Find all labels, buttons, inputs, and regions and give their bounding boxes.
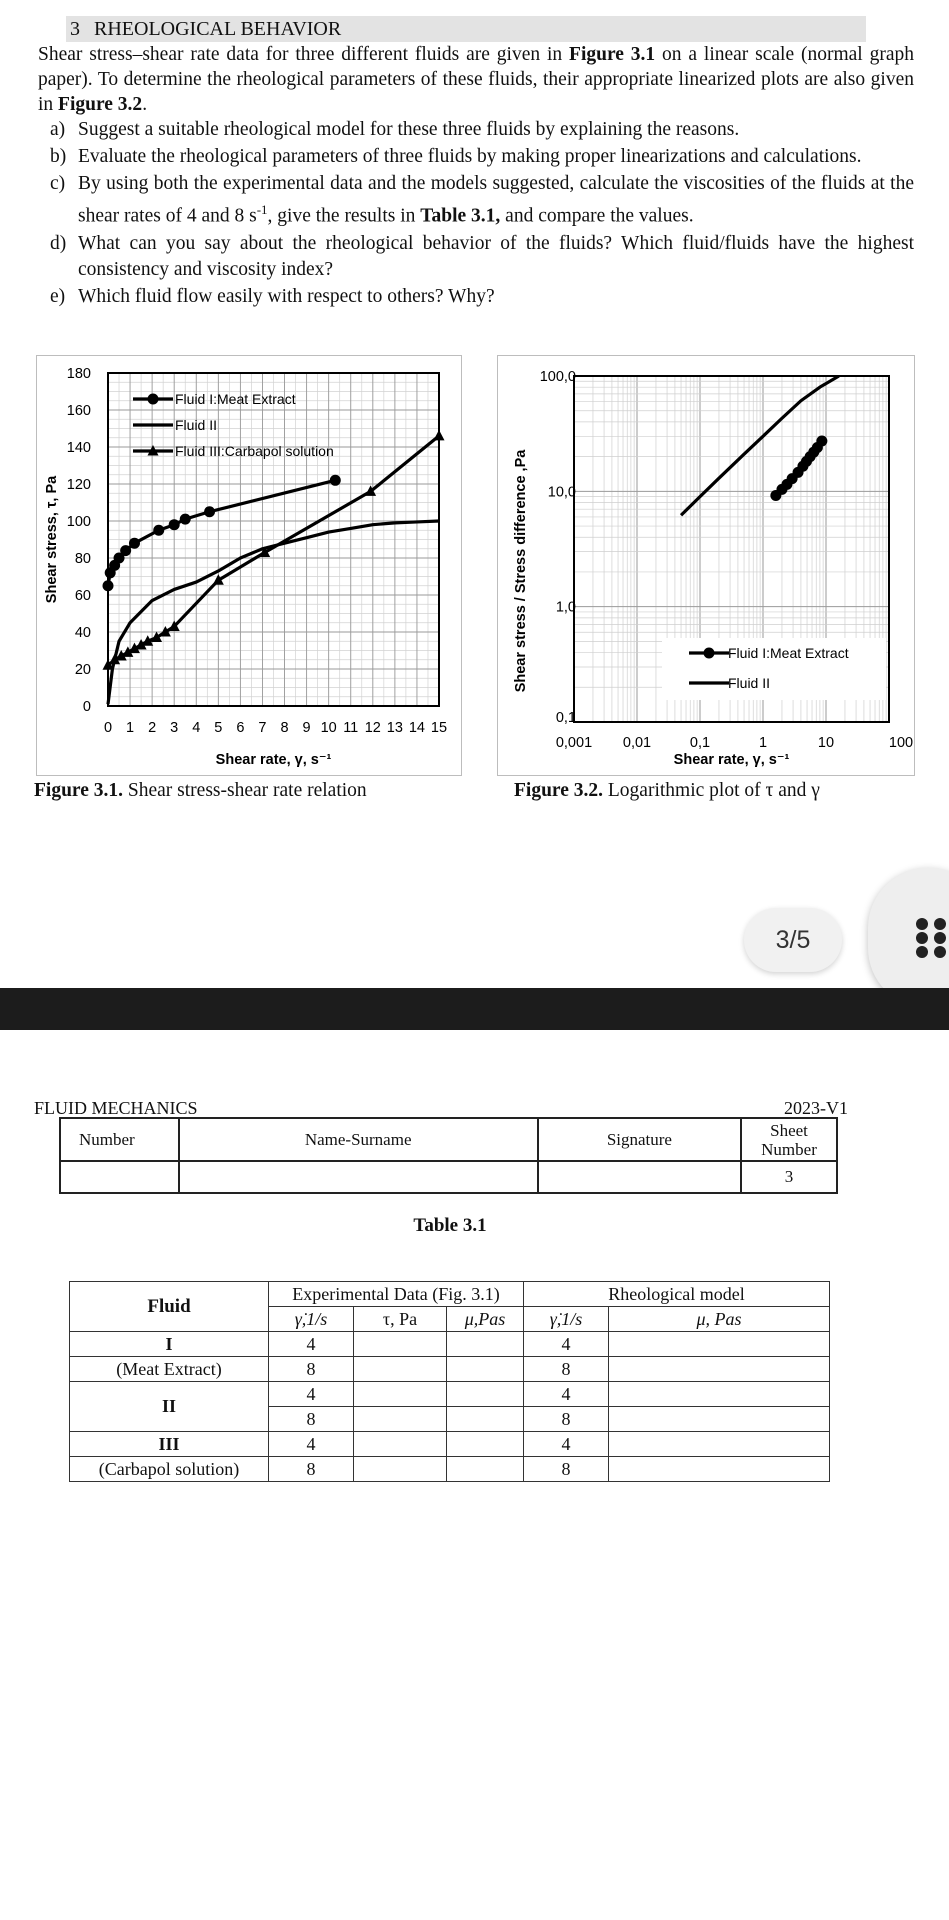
dots-icon: [916, 918, 928, 930]
mu-cell[interactable]: [609, 1407, 830, 1432]
mu-cell[interactable]: [609, 1457, 830, 1482]
caption-label: Figure 3.2.: [514, 780, 604, 801]
mu-cell[interactable]: [447, 1432, 524, 1457]
mu-cell[interactable]: [447, 1382, 524, 1407]
mu-cell[interactable]: [609, 1432, 830, 1457]
data-point: [103, 580, 114, 591]
rate-cell: 4: [524, 1382, 609, 1407]
y-axis-label: Shear stress / Stress difference ,Pa: [513, 449, 529, 693]
caption-label: Figure 3.1.: [34, 780, 124, 801]
data-point: [120, 545, 131, 556]
section-number: 3: [70, 18, 80, 40]
y-tick-label: 20: [74, 662, 91, 678]
rate-cell: 4: [269, 1332, 354, 1357]
question-text: , give the results in: [267, 205, 421, 227]
x-tick-label: 100: [888, 735, 913, 751]
rate-cell: 8: [524, 1457, 609, 1482]
data-point: [204, 506, 215, 517]
x-tick-label: 12: [364, 720, 381, 736]
question-a: [50, 117, 914, 143]
question-list: [50, 117, 914, 311]
student-info-table: [59, 1117, 838, 1194]
table-ref: Table 3.1,: [420, 205, 501, 227]
y-tick-label: 0,1: [555, 710, 576, 726]
intro-text-2: on a linear scale (normal graph paper). To determine the rheological parameters of these fluids, their appropriate linearized plots are also given in: [38, 44, 914, 115]
x-tick-label: 1: [126, 720, 135, 736]
table-3-1: [69, 1281, 830, 1482]
mu-subheader: μ,Pas: [447, 1307, 524, 1332]
dots-icon: [934, 918, 946, 930]
data-point: [180, 514, 191, 525]
y-tick-label: 100,0: [539, 369, 576, 385]
fluid-subname: (Carbapol solution): [70, 1457, 269, 1482]
x-tick-label: 15: [430, 720, 448, 736]
page-separator: [0, 988, 949, 1030]
legend-label: Fluid II: [728, 675, 771, 691]
x-tick-label: 1: [758, 735, 768, 751]
dots-icon: [934, 946, 946, 958]
number-header: Number: [60, 1118, 179, 1161]
name-header: Name-Surname: [179, 1118, 538, 1161]
intro-text-1: Shear stress–shear rate data for three different fluids are given in: [38, 44, 570, 65]
mu-cell[interactable]: [447, 1357, 524, 1382]
intro-text-3: .: [142, 94, 148, 115]
legend-label: Fluid I:Meat Extract: [728, 645, 849, 661]
y-tick-label: 180: [66, 366, 91, 382]
mu-cell[interactable]: [447, 1332, 524, 1357]
question-e: [50, 284, 914, 310]
x-tick-label: 8: [280, 720, 289, 736]
x-tick-label: 2: [148, 720, 157, 736]
dots-icon: [916, 932, 928, 944]
tau-cell[interactable]: [354, 1457, 447, 1482]
y-tick-label: 140: [66, 440, 91, 456]
tau-cell[interactable]: [354, 1382, 447, 1407]
y-axis-label: Shear stress, τ, Pa: [44, 475, 60, 604]
rate-cell: 8: [269, 1407, 354, 1432]
data-point: [816, 436, 827, 447]
data-point: [704, 648, 715, 659]
tau-cell[interactable]: [354, 1407, 447, 1432]
y-tick-label: 0: [82, 699, 91, 715]
x-tick-label: 6: [236, 720, 245, 736]
question-label: a): [50, 119, 66, 140]
question-label: d): [50, 232, 67, 254]
x-tick-label: 3: [170, 720, 179, 736]
data-point: [330, 475, 341, 486]
caption-text: Logarithmic plot of τ and γ: [603, 780, 820, 801]
tau-subheader: τ, Pa: [354, 1307, 447, 1332]
x-tick-label: 0: [103, 720, 113, 736]
dots-icon: [916, 946, 928, 958]
x-tick-label: 11: [343, 720, 359, 736]
rate-cell: 4: [269, 1382, 354, 1407]
tau-cell[interactable]: [354, 1332, 447, 1357]
x-tick-label: 0,01: [622, 735, 652, 751]
data-point: [153, 525, 164, 536]
x-tick-label: 0,1: [689, 735, 711, 751]
tau-cell[interactable]: [354, 1432, 447, 1457]
x-tick-label: 9: [302, 720, 311, 736]
x-tick-label: 14: [408, 720, 426, 736]
caption-text: Shear stress-shear rate relation: [123, 780, 367, 801]
intro-fig2-ref: Figure 3.2: [58, 94, 143, 115]
figure-3-1-chart: [36, 355, 460, 774]
intro-paragraph: [38, 42, 914, 117]
tau-cell[interactable]: [354, 1357, 447, 1382]
y-tick-label: 10,0: [547, 484, 576, 501]
data-point: [169, 519, 180, 530]
rate-subheader: γ̇,1/s: [524, 1307, 609, 1332]
x-tick-label: 10: [320, 720, 337, 736]
question-text: Which fluid flow easily with respect to others? Why?: [78, 285, 495, 307]
question-text: Suggest a suitable rheological model for these three fluids by explaining the reasons.: [78, 119, 740, 140]
x-axis-label: Shear rate, γ, s⁻¹: [673, 752, 790, 768]
question-text: and compare the values.: [500, 205, 694, 227]
fluid-name: I: [70, 1332, 269, 1357]
x-axis-label: Shear rate, γ, s⁻¹: [215, 752, 332, 768]
table-caption: Table 3.1: [413, 1215, 487, 1236]
question-c: [50, 171, 914, 230]
fluid-name: II: [70, 1382, 269, 1432]
question-b: [50, 144, 914, 170]
course-title: FLUID MECHANICS: [34, 1098, 198, 1118]
question-label: c): [50, 173, 66, 194]
mu-subheader: μ, Pas: [609, 1307, 830, 1332]
figure-3-2-caption: [514, 780, 820, 802]
y-tick-label: 160: [66, 403, 91, 419]
intro-fig1-ref: Figure 3.1: [569, 44, 656, 65]
y-tick-label: 120: [66, 477, 91, 493]
question-text: Evaluate the rheological parameters of three fluids by making proper linearizations and calculations.: [78, 146, 862, 167]
x-tick-label: 13: [386, 720, 403, 736]
number-cell[interactable]: [60, 1161, 179, 1193]
rate-cell: 4: [524, 1432, 609, 1457]
legend-label: Fluid III:Carbapol solution: [175, 443, 334, 459]
y-tick-label: 100: [66, 514, 91, 530]
mu-cell[interactable]: [609, 1382, 830, 1407]
fluid-subname: (Meat Extract): [70, 1357, 269, 1382]
x-tick-label: 10: [817, 735, 835, 751]
name-cell[interactable]: [179, 1161, 538, 1193]
experimental-header: Experimental Data (Fig. 3.1): [269, 1282, 524, 1307]
y-tick-label: 60: [74, 588, 91, 604]
rate-subheader: γ̇,1/s: [269, 1307, 354, 1332]
rate-cell: 8: [524, 1407, 609, 1432]
x-tick-label: 0,001: [555, 735, 593, 751]
y-tick-label: 1,0: [555, 599, 576, 616]
version-label: 2023-V1: [784, 1098, 848, 1118]
page-indicator: 3/5: [744, 908, 842, 972]
fluid-name: III: [70, 1432, 269, 1457]
mu-cell[interactable]: [609, 1332, 830, 1357]
data-point: [148, 394, 159, 405]
x-tick-label: 5: [214, 720, 223, 736]
mu-cell[interactable]: [447, 1407, 524, 1432]
figure-3-1-caption: [34, 780, 367, 802]
question-text: By using both the experimental data and the models suggested, calculate the viscosities of the fluids at the shear rates of 4 and 8 s: [78, 173, 914, 227]
rate-cell: 8: [269, 1457, 354, 1482]
x-tick-label: 4: [192, 720, 201, 736]
question-label: b): [50, 146, 67, 167]
figure-3-2-chart: [497, 355, 913, 774]
signature-cell[interactable]: [538, 1161, 741, 1193]
sheet-number-value: 3: [741, 1161, 837, 1193]
data-point: [129, 538, 140, 549]
rate-cell: 4: [524, 1332, 609, 1357]
question-text: What can you say about the rheological behavior of the fluids? Which fluid/fluids have the highest consistency and viscosity index?: [78, 232, 914, 280]
signature-header: Signature: [538, 1118, 741, 1161]
fluid-header: Fluid: [70, 1282, 269, 1332]
y-tick-label: 40: [74, 625, 91, 641]
x-tick-label: 7: [258, 720, 267, 736]
sheet-number-header: Sheet Number: [741, 1118, 837, 1161]
superscript: -1: [256, 202, 268, 217]
legend-label: Fluid I:Meat Extract: [175, 391, 296, 407]
rate-cell: 4: [269, 1432, 354, 1457]
mu-cell[interactable]: [447, 1457, 524, 1482]
rate-cell: 8: [524, 1357, 609, 1382]
legend-label: Fluid II: [175, 417, 218, 433]
y-tick-label: 80: [74, 551, 91, 567]
question-d: [50, 231, 914, 283]
model-header: Rheological model: [524, 1282, 830, 1307]
mu-cell[interactable]: [609, 1357, 830, 1382]
section-title: RHEOLOGICAL BEHAVIOR: [94, 18, 342, 40]
rate-cell: 8: [269, 1357, 354, 1382]
question-label: e): [50, 285, 66, 307]
dots-icon: [934, 932, 946, 944]
data-point: [434, 430, 445, 441]
section-heading: [66, 16, 866, 42]
